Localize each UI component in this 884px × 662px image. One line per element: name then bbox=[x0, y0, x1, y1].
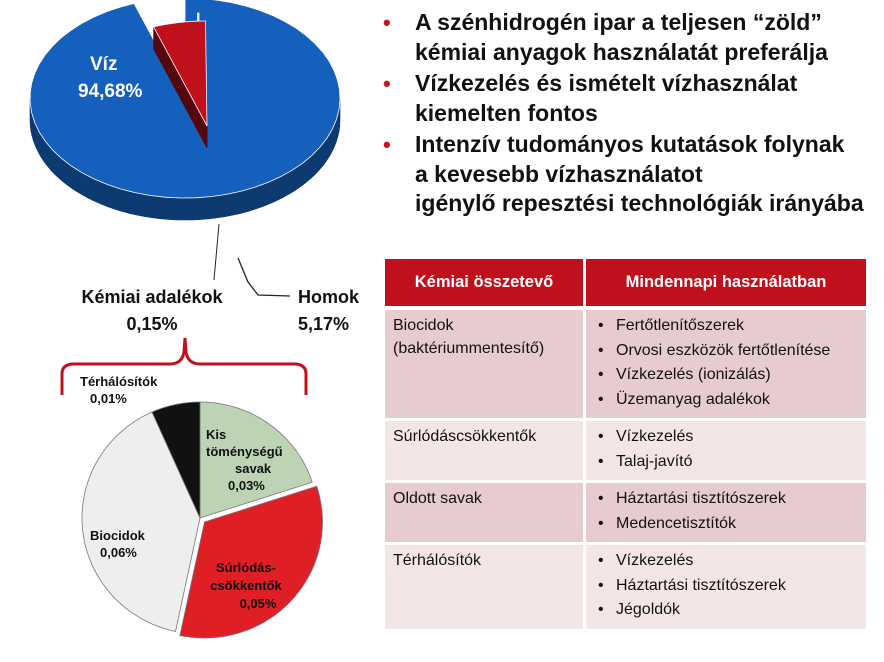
slice-label-biocidok: Biocidok bbox=[90, 528, 145, 543]
chemical-leader-line bbox=[214, 224, 219, 280]
table-row bbox=[385, 483, 866, 545]
table-row bbox=[385, 421, 866, 483]
slice-label-surlodas-csokkentok: Súrlódás- bbox=[216, 560, 276, 575]
table-row bbox=[385, 545, 866, 632]
list-item: • Vízkezelés bbox=[594, 549, 860, 574]
slice-label-kis-tomenysegu-savak: töménységű bbox=[206, 444, 283, 459]
list-item: • Fertőtlenítőszerek bbox=[594, 314, 860, 339]
list-item: • Háztartási tisztítószerek bbox=[594, 487, 860, 512]
table-header-row bbox=[385, 259, 866, 310]
ingredient-cell bbox=[385, 545, 586, 632]
bullet-list bbox=[383, 8, 883, 221]
ingredient-cell bbox=[385, 421, 586, 483]
slice-label-kemiai-adalekok: Kémiai adalékok bbox=[81, 287, 223, 307]
uses-cell bbox=[586, 545, 866, 632]
slice-value-kemiai-adalekok: 0,15% bbox=[126, 314, 178, 334]
header-everyday-use: Mindennapi használatban bbox=[586, 259, 866, 310]
slice-value-surlodas-csokkentok: 0,05% bbox=[239, 596, 277, 611]
list-item: • Medencetisztítók bbox=[594, 512, 860, 537]
ingredient-name: Súrlódáscsökkentők bbox=[393, 428, 537, 445]
uses-cell bbox=[586, 483, 866, 545]
table-row bbox=[385, 310, 866, 421]
header-ingredient: Kémiai összetevő bbox=[385, 259, 586, 310]
slice-label-viz: Víz bbox=[90, 54, 118, 75]
slice-value-terhalositok: 0,01% bbox=[90, 391, 127, 406]
bullet-item bbox=[383, 69, 883, 128]
ingredient-name: Oldott savak bbox=[393, 490, 482, 507]
slice-label-surlodas-csokkentok: csökkentők bbox=[210, 578, 282, 593]
slice-value-kis-tomenysegu-savak: 0,03% bbox=[228, 478, 265, 493]
list-item: • Talaj-javító bbox=[594, 450, 860, 475]
slice-value-viz: 94,68% bbox=[78, 81, 143, 102]
ingredient-name: Térhálósítók bbox=[393, 552, 482, 569]
list-item: • Üzemanyag adalékok bbox=[594, 388, 860, 413]
ingredient-name: Biocidok (baktériummentesítő) bbox=[393, 317, 545, 357]
list-item: • Vízkezelés bbox=[594, 425, 860, 450]
ingredient-cell bbox=[385, 310, 586, 421]
bullet-item bbox=[383, 8, 883, 67]
slice-label-terhalositok: Térhálósítók bbox=[80, 374, 158, 389]
bullet-text: Vízkezelés és ismételt vízhasználat kiemelten fontos bbox=[415, 70, 798, 126]
slice-label-kis-tomenysegu-savak: savak bbox=[235, 461, 272, 476]
bullet-dot: • bbox=[383, 10, 391, 35]
ingredient-cell bbox=[385, 483, 586, 545]
bullet-text: Intenzív tudományos kutatások folynak a kevesebb vízhasználatot igénylő repesztési technológiák irányába bbox=[415, 131, 864, 216]
bullet-dot: • bbox=[383, 71, 391, 96]
slice-label-homok: Homok bbox=[298, 287, 360, 307]
chemical-usage-table bbox=[385, 259, 866, 632]
bullet-text: A szénhidrogén ipar a teljesen “zöld” kémiai anyagok használatát preferálja bbox=[415, 9, 828, 65]
list-item: • Háztartási tisztítószerek bbox=[594, 574, 860, 599]
list-item: • Orvosi eszközök fertőtlenítése bbox=[594, 339, 860, 364]
bullet-item bbox=[383, 130, 883, 219]
uses-cell bbox=[586, 421, 866, 483]
list-item: • Jégoldók bbox=[594, 598, 860, 623]
slice-value-homok: 5,17% bbox=[298, 314, 350, 334]
homok-leader-line bbox=[238, 258, 290, 296]
uses-cell bbox=[586, 310, 866, 421]
slice-value-biocidok: 0,06% bbox=[100, 545, 137, 560]
slice-label-kis-tomenysegu-savak: Kis bbox=[206, 427, 227, 442]
list-item: • Vízkezelés (ionizálás) bbox=[594, 363, 860, 388]
bullet-dot: • bbox=[383, 132, 391, 157]
